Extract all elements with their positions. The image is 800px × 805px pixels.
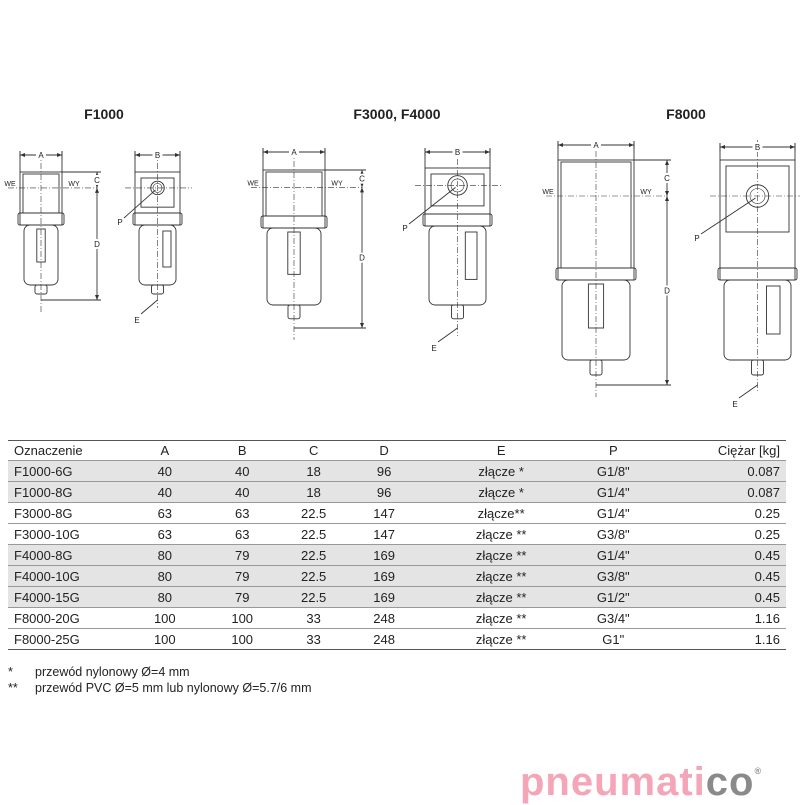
table-row xyxy=(8,628,786,649)
table-cell: 63 xyxy=(157,505,173,521)
table-cell: 0.087 xyxy=(747,463,780,479)
table-cell: G1/4" xyxy=(596,547,630,563)
column-header: Oznaczenie xyxy=(14,443,83,458)
leader-line xyxy=(701,198,756,234)
column-header: D xyxy=(379,443,389,458)
footnote-mark: * xyxy=(8,665,13,679)
dimension-label-b: B xyxy=(154,151,161,160)
sight-window xyxy=(163,231,171,267)
outlet-label-wy: WY xyxy=(68,180,80,188)
table-cell: 96 xyxy=(376,463,392,479)
column-header: E xyxy=(496,443,506,458)
table-cell: 80 xyxy=(157,568,173,584)
table-cell: 79 xyxy=(234,568,250,584)
table-cell: G1" xyxy=(602,631,625,647)
inlet-label-we: WE xyxy=(4,180,16,188)
dimension-label-b: B xyxy=(754,143,761,152)
table-cell: 63 xyxy=(234,526,250,542)
table-cell: 79 xyxy=(234,589,250,605)
table-cell: F8000-20G xyxy=(14,610,80,626)
leader-line xyxy=(141,300,158,314)
table-cell: 40 xyxy=(157,463,173,479)
table-cell: złącze ** xyxy=(475,610,527,626)
arrow-head xyxy=(360,323,364,328)
footnote-1 xyxy=(8,665,190,679)
table-cell: 0.45 xyxy=(754,568,780,584)
arrow-head xyxy=(175,153,180,157)
table-cell: 100 xyxy=(153,610,176,626)
table-cell: 100 xyxy=(231,610,254,626)
table-row xyxy=(8,586,786,607)
table-header xyxy=(8,441,786,460)
outlet-label-wy: WY xyxy=(640,189,652,196)
arrow-head xyxy=(558,143,563,147)
table-cell: 40 xyxy=(157,484,173,500)
table-cell: złącze ** xyxy=(475,631,527,647)
drain-label-e: E xyxy=(134,316,140,325)
model-title-f3000-f4000: F3000, F4000 xyxy=(353,106,441,122)
arrow-head xyxy=(320,150,325,154)
leader-line xyxy=(438,328,458,342)
arrow-head xyxy=(57,153,62,157)
table-cell: 100 xyxy=(231,631,254,647)
leader-line xyxy=(739,385,758,398)
model-title-f8000: F8000 xyxy=(666,106,706,122)
table-row xyxy=(8,481,786,502)
dimension-label-d: D xyxy=(94,239,100,249)
table-row xyxy=(8,502,786,523)
table-row xyxy=(8,523,786,544)
port-label-p: P xyxy=(402,224,408,233)
table-cell: 40 xyxy=(234,484,250,500)
arrow-head xyxy=(263,150,268,154)
dimension-label-a: A xyxy=(291,148,297,157)
outlet-label-wy: WY xyxy=(331,180,343,188)
table-cell: 33 xyxy=(306,610,321,626)
table-cell: 248 xyxy=(373,610,395,626)
pneumatico-logo xyxy=(520,760,762,805)
table-cell: 22.5 xyxy=(300,568,327,584)
table-cell: złącze ** xyxy=(475,568,527,584)
logo-text: pneumati xyxy=(520,760,706,804)
table-row xyxy=(8,565,786,586)
leader-line xyxy=(124,190,156,218)
arrow-head xyxy=(790,145,795,149)
table-cell: G3/8" xyxy=(596,568,630,584)
port-label-p: P xyxy=(694,234,700,243)
table-cell: 18 xyxy=(306,463,321,479)
table-cell: 100 xyxy=(153,631,176,647)
specification-table xyxy=(8,440,786,650)
table-cell: 22.5 xyxy=(300,526,327,542)
table-cell: 147 xyxy=(373,505,395,521)
table-cell: złącze ** xyxy=(475,589,527,605)
table-cell: 0.25 xyxy=(754,526,780,542)
column-header: A xyxy=(160,443,170,458)
inlet-label-we: WE xyxy=(542,189,554,196)
arrow-head xyxy=(135,153,140,157)
dimension-label-a: A xyxy=(593,141,599,150)
sight-window xyxy=(465,232,477,279)
arrow-head xyxy=(425,150,430,154)
table-cell: 63 xyxy=(157,526,173,542)
port-label-p: P xyxy=(117,218,123,227)
table-cell: 80 xyxy=(157,589,173,605)
table-cell: F3000-8G xyxy=(14,505,73,521)
table-cell: 40 xyxy=(234,463,250,479)
footnote-2 xyxy=(8,681,312,695)
arrow-head xyxy=(95,188,99,193)
table-cell: 22.5 xyxy=(300,505,327,521)
table-cell: złącze * xyxy=(478,463,524,479)
column-header: Ciężar [kg] xyxy=(717,443,780,458)
table-cell: 169 xyxy=(373,589,395,605)
table-cell: złącze ** xyxy=(475,526,527,542)
table-cell: F1000-6G xyxy=(14,463,73,479)
table-cell: F4000-8G xyxy=(14,547,73,563)
table-cell: 18 xyxy=(306,484,321,500)
table-cell: F8000-25G xyxy=(14,631,80,647)
table-row xyxy=(8,460,786,481)
arrow-head xyxy=(629,143,634,147)
footnote-mark: ** xyxy=(8,681,18,695)
column-header: B xyxy=(237,443,247,458)
arrow-head xyxy=(665,196,669,201)
dimension-label-c: C xyxy=(664,174,670,183)
table-cell: 147 xyxy=(373,526,395,542)
table-cell: złącze * xyxy=(478,484,524,500)
table-cell: 63 xyxy=(234,505,250,521)
dimension-label-d: D xyxy=(664,286,670,296)
table-cell: 1.16 xyxy=(754,631,780,647)
table-cell: 22.5 xyxy=(300,589,327,605)
dimension-label-b: B xyxy=(454,148,461,157)
column-header: C xyxy=(308,443,319,458)
arrow-head xyxy=(360,187,364,192)
arrow-head xyxy=(20,153,25,157)
table-row xyxy=(8,544,786,565)
table-cell: 0.087 xyxy=(747,484,780,500)
model-title-f1000: F1000 xyxy=(84,106,124,122)
arrow-head xyxy=(95,295,99,300)
dimension-label-c: C xyxy=(359,174,365,184)
arrow-head xyxy=(665,191,669,196)
inlet-label-we: WE xyxy=(247,180,259,188)
arrow-head xyxy=(665,160,669,165)
footnote-text: przewód nylonowy Ø=4 mm xyxy=(35,665,190,679)
table-cell: G3/4" xyxy=(596,610,630,626)
table-cell: G1/2" xyxy=(596,589,630,605)
drain-label-e: E xyxy=(431,344,437,353)
table-cell: 22.5 xyxy=(300,547,327,563)
arrow-head xyxy=(665,380,669,385)
registered-mark: ® xyxy=(754,766,763,776)
table-cell: 80 xyxy=(157,547,173,563)
dimension-label-c: C xyxy=(94,175,100,185)
footnote-text: przewód PVC Ø=5 mm lub nylonowy Ø=5.7/6 mm xyxy=(35,681,312,695)
arrow-head xyxy=(720,145,725,149)
sight-window xyxy=(767,286,781,334)
table-cell: 0.25 xyxy=(754,505,780,521)
table-cell: 0.45 xyxy=(754,547,780,563)
table-cell: F4000-15G xyxy=(14,589,80,605)
table-cell: 169 xyxy=(373,547,395,563)
column-header: P xyxy=(608,443,618,458)
logo-text-suffix: co xyxy=(705,760,755,804)
table-cell: F4000-10G xyxy=(14,568,80,584)
table-cell: 1.16 xyxy=(754,610,780,626)
arrow-head xyxy=(485,150,490,154)
table-cell: G1/4" xyxy=(596,505,630,521)
table-cell: F1000-8G xyxy=(14,484,73,500)
table-cell: złącze ** xyxy=(475,547,527,563)
table-cell: 248 xyxy=(373,631,395,647)
table-cell: G1/4" xyxy=(596,484,630,500)
table-cell: 169 xyxy=(373,568,395,584)
table-cell: 0.45 xyxy=(754,589,780,605)
drain-label-e: E xyxy=(732,400,738,409)
table-cell: G3/8" xyxy=(596,526,630,542)
table-cell: 79 xyxy=(234,547,250,563)
table-cell: F3000-10G xyxy=(14,526,80,542)
table-cell: 33 xyxy=(306,631,321,647)
dimension-label-a: A xyxy=(38,151,44,160)
table-cell: złącze** xyxy=(477,505,525,521)
table-cell: G1/8" xyxy=(596,463,630,479)
dimension-label-d: D xyxy=(359,253,365,263)
table-cell: 96 xyxy=(376,484,392,500)
table-row xyxy=(8,607,786,628)
